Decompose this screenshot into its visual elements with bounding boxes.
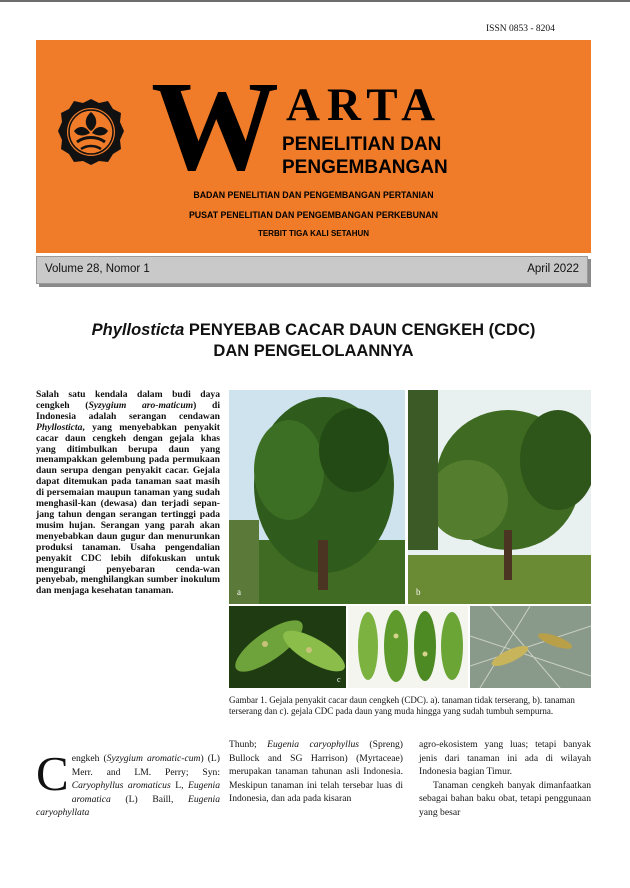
abstract-fungus: Phyllosticta bbox=[36, 421, 83, 433]
body-text: Thunb; bbox=[229, 739, 268, 750]
photo-leaf-closeup bbox=[229, 606, 346, 688]
abstract-species: Syzygium aro-maticum bbox=[88, 399, 194, 411]
title-genus: Phyllosticta bbox=[91, 321, 185, 339]
masthead-initial: W bbox=[151, 55, 275, 197]
issn-number: ISSN 0853 - 8204 bbox=[486, 24, 555, 34]
body-species: Caryophyllus aromaticus bbox=[71, 780, 171, 792]
photo-leaf-samples bbox=[348, 606, 468, 688]
agency-emblem-icon bbox=[57, 98, 125, 166]
abstract bbox=[36, 390, 220, 597]
figure-1 bbox=[229, 390, 591, 688]
body-text: Tanaman cengkeh banyak dimanfaatkan sebagai bahan baku obat, tetapi penggunaan yang besar bbox=[419, 779, 591, 818]
photo-label-a: a bbox=[237, 587, 241, 597]
body-species: Syzygium aromatic-cum bbox=[106, 753, 201, 764]
agency-line2: PUSAT PENELITIAN DAN PENGEMBANGAN PERKEBUNAN bbox=[188, 210, 439, 220]
masthead-title: ARTA bbox=[286, 79, 443, 131]
body-column-3 bbox=[419, 738, 591, 820]
figure-caption: Gambar 1. Gejala penyakit cacar daun cengkeh (CDC). a). tanaman tidak terserang, b). tanaman terserang dan c). gejala CDC pada daun yang muda hingga yang sudah tumbuh sempurna. bbox=[229, 695, 575, 716]
abstract-text: Salah satu kendala dalam budi daya cengkeh ( bbox=[36, 389, 220, 411]
photo-label-c: c bbox=[337, 675, 341, 684]
title-rest: PENYEBAB CACAR DAUN CENGKEH (CDC) bbox=[184, 321, 536, 339]
article-title-line2: DAN PENGELOLAANNYA bbox=[213, 342, 414, 360]
volume-number: Volume 28, Nomor 1 bbox=[45, 263, 150, 275]
body-text: L, bbox=[170, 780, 189, 792]
body-text: (Spreng) Bullock and SG Harrison) (Myrtaceae) merupakan tanaman tahunan asli Indonesia. Meskipun tanaman ini telah tersebar luas di Indonesia, dan ada pada kisaran bbox=[229, 739, 403, 805]
body-species: Eugenia caryophyllata bbox=[36, 793, 220, 819]
body-text: ) (L) Merr. and LM. Perry; Syn: bbox=[71, 753, 220, 778]
publication-frequency: TERBIT TIGA KALI SETAHUN bbox=[257, 229, 370, 238]
masthead-subtitle-line2: PENGEMBANGAN bbox=[282, 157, 448, 178]
photo-fallen-leaves bbox=[470, 606, 591, 688]
photo-label-b: b bbox=[416, 587, 421, 597]
masthead-subtitle-line1: PENELITIAN DAN bbox=[282, 134, 442, 155]
agency-line1: BADAN PENELITIAN DAN PENGEMBANGAN PERTANIAN bbox=[193, 190, 434, 200]
body-column-2 bbox=[229, 738, 403, 806]
issue-bar bbox=[36, 256, 588, 284]
body-species: Eugenia aromatica bbox=[71, 780, 220, 805]
body-species: Eugenia caryophyllus bbox=[267, 739, 360, 750]
body-text: agro-ekosistem yang luas; tetapi banyak jenis dari tanaman ini ada di wilayah Indonesia bagian Timur. bbox=[419, 739, 591, 778]
top-rule bbox=[0, 0, 630, 2]
body-text: (L) Baill, bbox=[110, 793, 189, 805]
article-title bbox=[36, 320, 591, 341]
issue-date: April 2022 bbox=[527, 263, 579, 275]
abstract-text: , yang menyebabkan penyakit cacar daun cengkeh dengan gejala khas yang ditimbulkan berupa daun yang menampakkan gelembung pada permukaan daun serupa dengan penyakit cacar. Gejala dapat ditemukan pada tanaman saat masih di persemaian maupun tanaman yang sudah menghasil-kan (dewasa) dan terjadi sepan-jang tahun dengan serangan tertinggi pada musim hujan. Serangan yang parah akan menyebabkan daun gugur dan menurunkan produksi tanaman. Usaha pengendalian penyakit CDC lebih difokuskan untuk mengurangi penyebaran cenda-wan penyebab, menghilangkan sumber inokulum dan menjaga kesehatan tanaman. bbox=[36, 421, 220, 597]
drop-cap: C bbox=[36, 746, 69, 801]
body-text: engkeh ( bbox=[71, 753, 107, 764]
photo-healthy-tree bbox=[229, 390, 405, 604]
photo-infected-tree bbox=[408, 390, 591, 604]
abstract-text: ) di Indonesia adalah serangan cendawan bbox=[36, 399, 220, 422]
body-column-1 bbox=[36, 746, 220, 820]
